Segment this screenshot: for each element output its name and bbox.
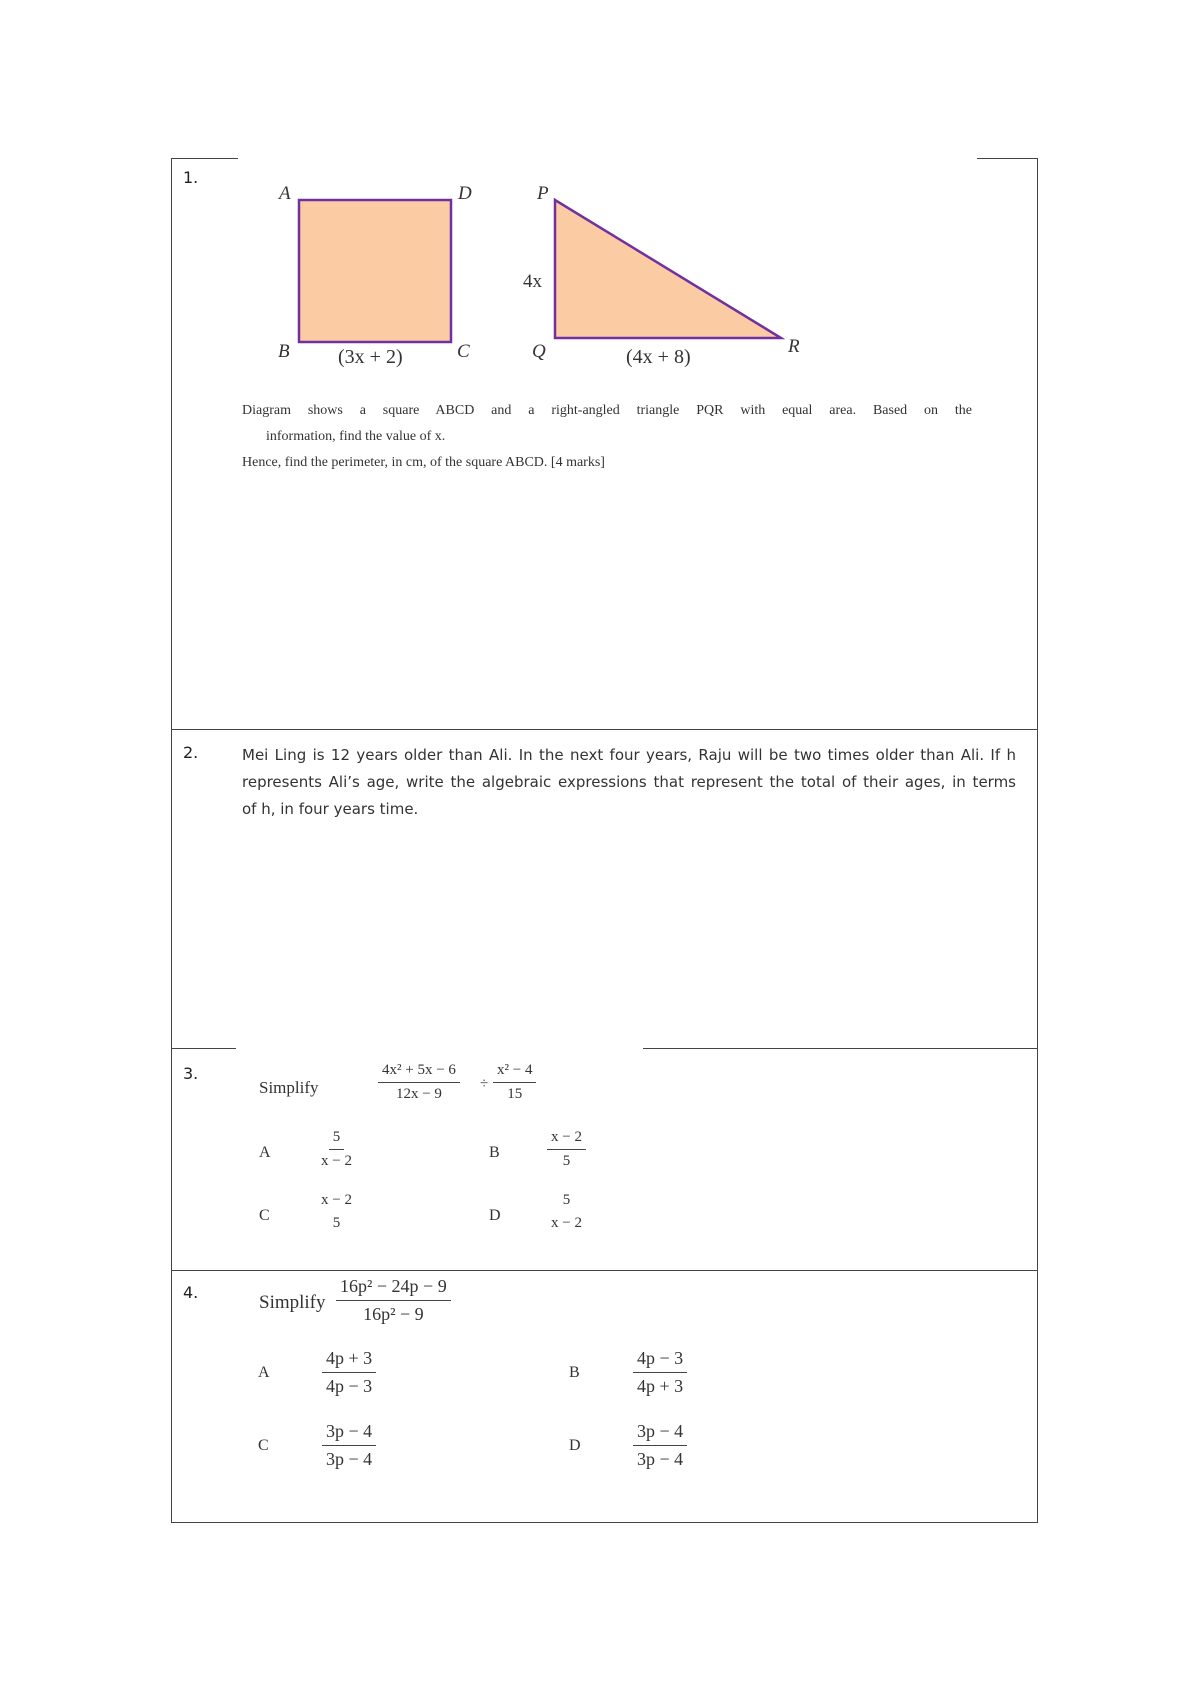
q2-line-2: represents Ali’s age, write the algebraic expressions that represent the total of their ages, in terms [242,773,1016,791]
label-d: D [458,183,472,204]
q4-option-a-letter[interactable]: A [258,1364,270,1381]
triangle-base-label: (4x + 8) [626,346,691,368]
question-1-number: 1. [183,168,199,187]
worksheet [171,158,1038,1523]
label-p: P [537,183,549,204]
q3-divide-sign: ÷ [480,1076,489,1092]
label-r: R [788,336,800,357]
q4-option-a[interactable] [322,1348,376,1397]
q3-prompt: Simplify [259,1078,319,1097]
q4-option-d-letter[interactable]: D [569,1437,581,1454]
q3-option-b-denominator: 5 [562,1153,571,1169]
label-b: B [278,341,290,362]
q3-fraction-1-denominator: 12x − 9 [395,1086,442,1102]
q3-option-a[interactable] [317,1129,356,1170]
q3-option-b-letter[interactable]: B [489,1144,500,1161]
q3-option-d[interactable] [547,1192,586,1232]
label-c: C [457,341,470,362]
q3-option-d-denominator: x − 2 [551,1215,582,1231]
q3-option-b[interactable] [547,1129,586,1170]
q4-option-d-denominator: 3p − 4 [637,1449,684,1469]
q4-option-d[interactable] [633,1421,687,1470]
q4-option-c[interactable] [322,1421,376,1470]
square-abcd [299,200,451,342]
q4-option-d-numerator: 3p − 4 [633,1421,687,1446]
q3-option-a-denominator: x − 2 [321,1153,352,1169]
q4-fraction-numerator: 16p² − 24p − 9 [336,1276,451,1301]
q3-fraction-2-denominator: 15 [507,1086,523,1102]
q2-line-3: of h, in four years time. [242,800,419,818]
q3-option-b-numerator: x − 2 [547,1129,586,1150]
q4-option-c-numerator: 3p − 4 [322,1421,376,1446]
q4-prompt: Simplify [259,1292,326,1313]
q3-option-c[interactable] [317,1192,356,1232]
q3-option-d-numerator: 5 [562,1192,571,1208]
q1-line-1: Diagram shows a square ABCD and a right-angled triangle PQR with equal area. Based on the [242,403,972,418]
q4-option-a-numerator: 4p + 3 [322,1348,376,1373]
divider-q2-q3-right [643,1048,1037,1049]
q1-question-text [242,398,972,476]
triangle-pqr [555,200,781,338]
triangle-height-label: 4x [523,271,542,292]
q2-line-1: Mei Ling is 12 years older than Ali. In the next four years, Raju will be two times older than Ali. If h [242,746,1016,764]
divider-q2-q3-left [172,1048,236,1049]
q4-option-b[interactable] [633,1348,687,1397]
q1-diagram [172,158,1037,378]
q3-fraction-2 [493,1062,536,1103]
q3-fraction-1-numerator: 4x² + 5x − 6 [378,1062,460,1083]
q3-fraction-1 [378,1062,460,1103]
q4-option-a-denominator: 4p − 3 [326,1376,373,1396]
square-side-label: (3x + 2) [338,346,403,368]
q1-line-3: Hence, find the perimeter, in cm, of the square ABCD. [4 marks] [242,455,605,470]
q3-option-a-numerator: 5 [329,1129,345,1150]
q4-fraction-denominator: 16p² − 9 [363,1304,424,1324]
label-q: Q [532,341,546,362]
q3-option-c-denominator: 5 [332,1215,341,1231]
question-3-number: 3. [183,1064,199,1083]
q4-option-b-letter[interactable]: B [569,1364,580,1381]
q4-option-c-letter[interactable]: C [258,1437,269,1454]
q1-line-2: information, find the value of x. [266,429,446,444]
q3-option-c-numerator: x − 2 [321,1192,352,1208]
q4-option-b-numerator: 4p − 3 [633,1348,687,1373]
q3-option-d-letter[interactable]: D [489,1207,501,1224]
q4-fraction [336,1276,451,1325]
q4-option-b-denominator: 4p + 3 [637,1376,684,1396]
question-4-number: 4. [183,1283,199,1302]
q2-question-text [242,742,1016,823]
divider-q3-q4 [172,1270,1037,1271]
q3-fraction-2-numerator: x² − 4 [493,1062,536,1083]
label-a: A [279,183,291,204]
q3-option-a-letter[interactable]: A [259,1144,271,1161]
question-2-number: 2. [183,743,199,762]
q3-option-c-letter[interactable]: C [259,1207,270,1224]
divider-q1-q2 [172,729,1037,730]
q4-option-c-denominator: 3p − 4 [326,1449,373,1469]
